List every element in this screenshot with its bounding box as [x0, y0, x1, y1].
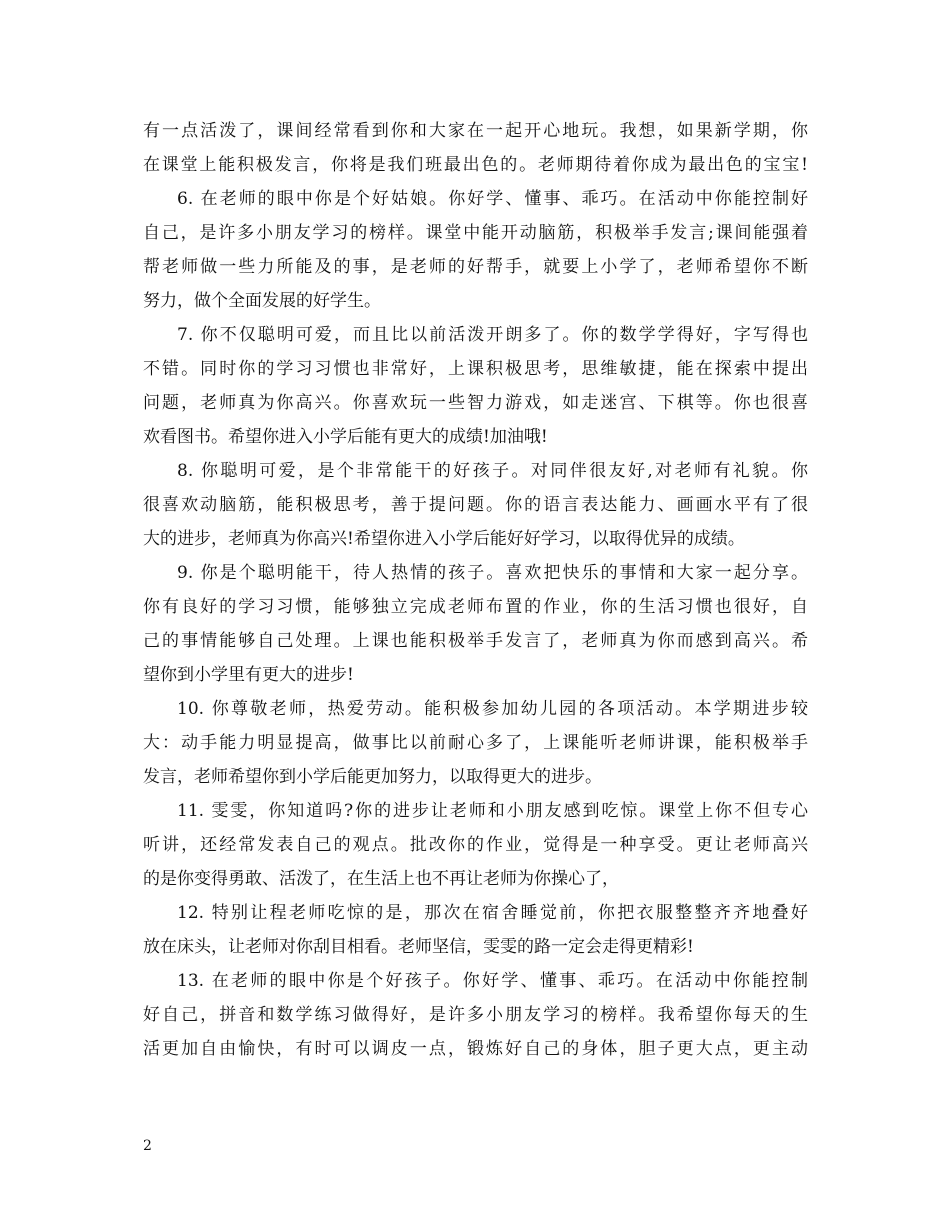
- text-line: 问题，老师真为你高兴。你喜欢玩一些智力游戏，如走迷宫、下棋等。你也很喜: [143, 393, 808, 413]
- text-line: 在课堂上能积极发言，你将是我们班最出色的。老师期待着你成为最出色的宝宝!: [143, 155, 808, 175]
- text-line: 听讲，还经常发表自己的观点。批改你的作业，觉得是一种享受。更让老师高兴: [143, 835, 808, 855]
- body-text: [143, 114, 808, 1066]
- text-line: 你有良好的学习习惯，能够独立完成老师布置的作业，你的生活习惯也很好，自: [143, 597, 808, 617]
- text-line: 13. 在老师的眼中你是个好孩子。你好学、懂事、乖巧。在活动中你能控制: [177, 971, 808, 991]
- text-line: 7. 你不仅聪明可爱，而且比以前活泼开朗多了。你的数学学得好，字写得也: [177, 325, 808, 345]
- text-line: 8. 你聪明可爱，是个非常能干的好孩子。对同伴很友好,对老师有礼貌。你: [177, 461, 808, 481]
- text-line: 好自己，拼音和数学练习做得好，是许多小朋友学习的榜样。我希望你每天的生: [143, 1005, 808, 1025]
- text-line: 活更加自由愉快，有时可以调皮一点，锻炼好自己的身体，胆子更大点，更主动: [143, 1039, 808, 1059]
- text-line: 不错。同时你的学习习惯也非常好，上课积极思考，思维敏捷，能在探索中提出: [143, 359, 808, 379]
- text-line: 12. 特别让程老师吃惊的是，那次在宿舍睡觉前，你把衣服整整齐齐地叠好: [177, 903, 808, 923]
- text-line: 很喜欢动脑筋，能积极思考，善于提问题。你的语言表达能力、画画水平有了很: [143, 495, 808, 515]
- text-line: 发言，老师希望你到小学后能更加努力，以取得更大的进步。: [143, 767, 602, 787]
- text-line: 望你到小学里有更大的进步!: [143, 665, 354, 685]
- page-number: 2: [143, 1138, 152, 1154]
- text-line: 欢看图书。希望你进入小学后能有更大的成绩!加油哦!: [143, 427, 548, 447]
- text-line: 己的事情能够自己处理。上课也能积极举手发言了，老师真为你而感到高兴。希: [143, 631, 808, 651]
- text-line: 努力，做个全面发展的好学生。: [143, 291, 381, 311]
- text-line: 6. 在老师的眼中你是个好姑娘。你好学、懂事、乖巧。在活动中你能控制好: [177, 189, 808, 209]
- text-line: 11. 雯雯，你知道吗?你的进步让老师和小朋友感到吃惊。课堂上你不但专心: [177, 801, 808, 821]
- text-line: 自己，是许多小朋友学习的榜样。课堂中能开动脑筋，积极举手发言;课间能强着: [143, 223, 808, 243]
- text-line: 9. 你是个聪明能干，待人热情的孩子。喜欢把快乐的事情和大家一起分享。: [177, 563, 808, 583]
- text-line: 的是你变得勇敢、活泼了，在生活上也不再让老师为你操心了，: [143, 869, 619, 889]
- text-line: 帮老师做一些力所能及的事，是老师的好帮手，就要上小学了，老师希望你不断: [143, 257, 808, 277]
- text-line: 放在床头，让老师对你刮目相看。老师坚信，雯雯的路一定会走得更精彩!: [143, 937, 694, 957]
- text-line: 大：动手能力明显提高，做事比以前耐心多了，上课能听老师讲课，能积极举手: [143, 733, 808, 753]
- text-line: 10. 你尊敬老师，热爱劳动。能积极参加幼儿园的各项活动。本学期进步较: [177, 699, 808, 719]
- text-line: 有一点活泼了，课间经常看到你和大家在一起开心地玩。我想，如果新学期，你: [143, 121, 808, 141]
- text-line: 大的进步，老师真为你高兴!希望你进入小学后能好好学习，以取得优异的成绩。: [143, 529, 745, 549]
